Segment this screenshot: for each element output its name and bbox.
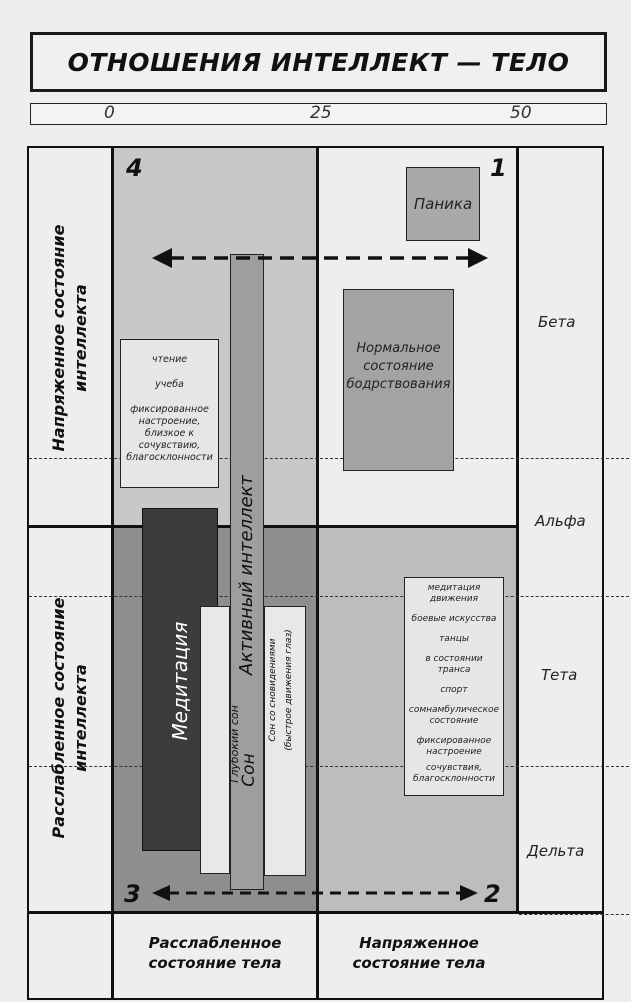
activity-item: спорт bbox=[440, 685, 468, 695]
activity-item: медитация движения bbox=[427, 583, 481, 604]
active-mind-label: Активный интеллект bbox=[236, 475, 257, 675]
activity-item: сомнамбулическое состояние bbox=[408, 705, 500, 726]
reading-item: фиксированное настроение, близкое к сочувствию, благосклонности bbox=[126, 404, 213, 463]
label-relaxed-mind: Расслабленное состояние интеллекта bbox=[49, 597, 90, 839]
scale-label-0: 0 bbox=[104, 103, 115, 123]
quadrant-number-4: 4 bbox=[126, 154, 143, 182]
quadrant-number-2: 2 bbox=[484, 880, 501, 908]
band-label-theta: Тета bbox=[541, 666, 578, 684]
activity-item: фиксированное настроение bbox=[416, 736, 492, 757]
quadrant-number-1: 1 bbox=[490, 154, 507, 182]
dream-sleep-label: Сон со сновидениями bbox=[268, 638, 278, 742]
scale-label-50: 50 bbox=[510, 103, 532, 123]
panic-label: Паника bbox=[413, 195, 473, 213]
scale-label-25: 25 bbox=[310, 103, 332, 123]
band-label-alpha: Альфа bbox=[535, 512, 586, 530]
label-tense-mind: Напряженное состояние интеллекта bbox=[49, 224, 90, 452]
label-tense-body: Напряженное состояние тела bbox=[352, 934, 486, 972]
diagram-title: ОТНОШЕНИЯ ИНТЕЛЛЕКТ — ТЕЛО bbox=[67, 47, 570, 77]
activity-item: в состоянии транса bbox=[425, 654, 483, 675]
top-double-arrow bbox=[152, 248, 488, 268]
band-label-beta: Бета bbox=[538, 313, 576, 331]
rem-label: (быстрое движения глаз) bbox=[284, 629, 294, 751]
sleep-label: Сон bbox=[239, 753, 259, 787]
meditation-label: Медитация bbox=[168, 621, 192, 741]
normal-waking-label: Нормальное состояние бодрствования bbox=[346, 341, 451, 392]
reading-item: учеба bbox=[155, 379, 184, 390]
label-relaxed-body: Расслабленное состояние тела bbox=[148, 934, 282, 972]
activity-item: танцы bbox=[439, 634, 469, 644]
activity-item: сочувствия, благосклонности bbox=[412, 763, 495, 784]
reading-item: чтение bbox=[151, 354, 188, 365]
band-label-delta: Дельта bbox=[527, 842, 585, 860]
bottom-double-arrow bbox=[152, 885, 478, 901]
activity-item: боевые искусства bbox=[411, 614, 497, 624]
deep-sleep-label: Глубокий сон bbox=[228, 705, 241, 783]
quadrant-number-3: 3 bbox=[124, 880, 141, 908]
